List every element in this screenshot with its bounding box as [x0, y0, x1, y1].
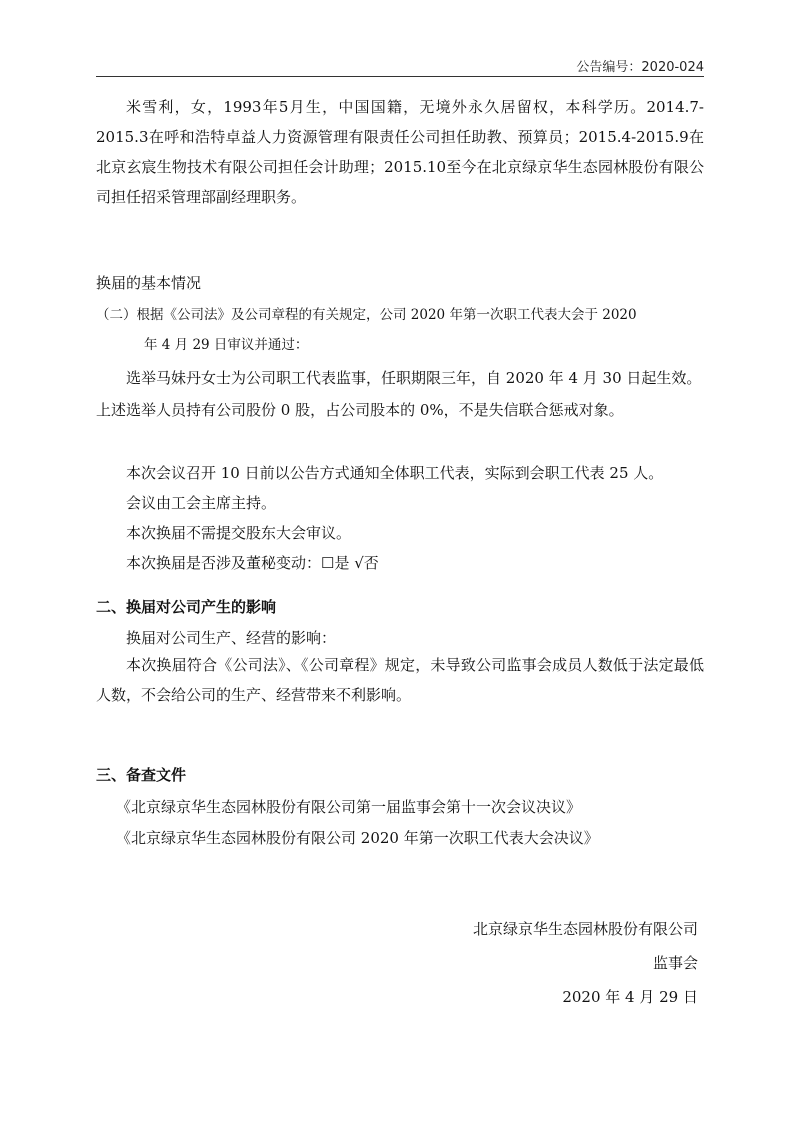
announcement-code: 公告编号：2020-024	[576, 60, 704, 75]
item2-line2: 年 4 月 29 日审议并通过：	[144, 337, 309, 353]
signature-company: 北京绿京华生态园林股份有限公司	[472, 920, 698, 938]
signature-board: 监事会	[652, 954, 698, 972]
header-rule	[96, 76, 704, 77]
secretary-change: 本次换届是否涉及董秘变动：☐是 √否	[126, 554, 379, 572]
section-impact-heading: 二、换届对公司产生的影响	[96, 598, 277, 616]
item2-line1: （二）根据《公司法》及公司章程的有关规定，公司 2020 年第一次职工代表大会于 2020	[96, 307, 637, 323]
section-docs-heading: 三、备查文件	[96, 766, 187, 784]
election-line1: 选举马妹丹女士为公司职工代表监事，任职期限三年，自 2020 年 4 月 30 日起生效。	[126, 369, 702, 387]
election-line2: 上述选举人员持有公司股份 0 股，占公司股本的 0%，不是失信联合惩戒对象。	[96, 401, 624, 419]
impact-paragraph: 本次换届符合《公司法》、《公司章程》规定，未导致公司监事会成员人数低于法定最低人数，不会给公司的生产、经营带来不利影响。	[96, 656, 704, 704]
meeting-notice: 本次会议召开 10 日前以公告方式通知全体职工代表，实际到会职工代表 25 人。	[126, 464, 664, 482]
impact-subheading: 换届对公司生产、经营的影响：	[126, 629, 337, 647]
doc-item-2: 《北京绿京华生态园林股份有限公司 2020 年第一次职工代表大会决议》	[116, 829, 599, 847]
signature-date: 2020 年 4 月 29 日	[562, 988, 698, 1006]
doc-item-1: 《北京绿京华生态园林股份有限公司第一届监事会第十一次会议决议》	[116, 798, 582, 816]
section-basic-heading: 换届的基本情况	[96, 274, 202, 292]
bio-paragraph: 米雪利，女，1993年5月生，中国国籍，无境外永久居留权，本科学历。2014.7-2015.3在呼和浩特卓益人力资源管理有限责任公司担任助教、预算员；2015.4-2015.9在北京玄宸生物技术有限公司担任会计助理；2015.10至今在北京绿京华生态园林股份有限公司担任招采管理部副经理职务。	[96, 98, 704, 206]
no-shareholder-review: 本次换届不需提交股东大会审议。	[126, 524, 352, 542]
meeting-host: 会议由工会主席主持。	[126, 494, 277, 512]
